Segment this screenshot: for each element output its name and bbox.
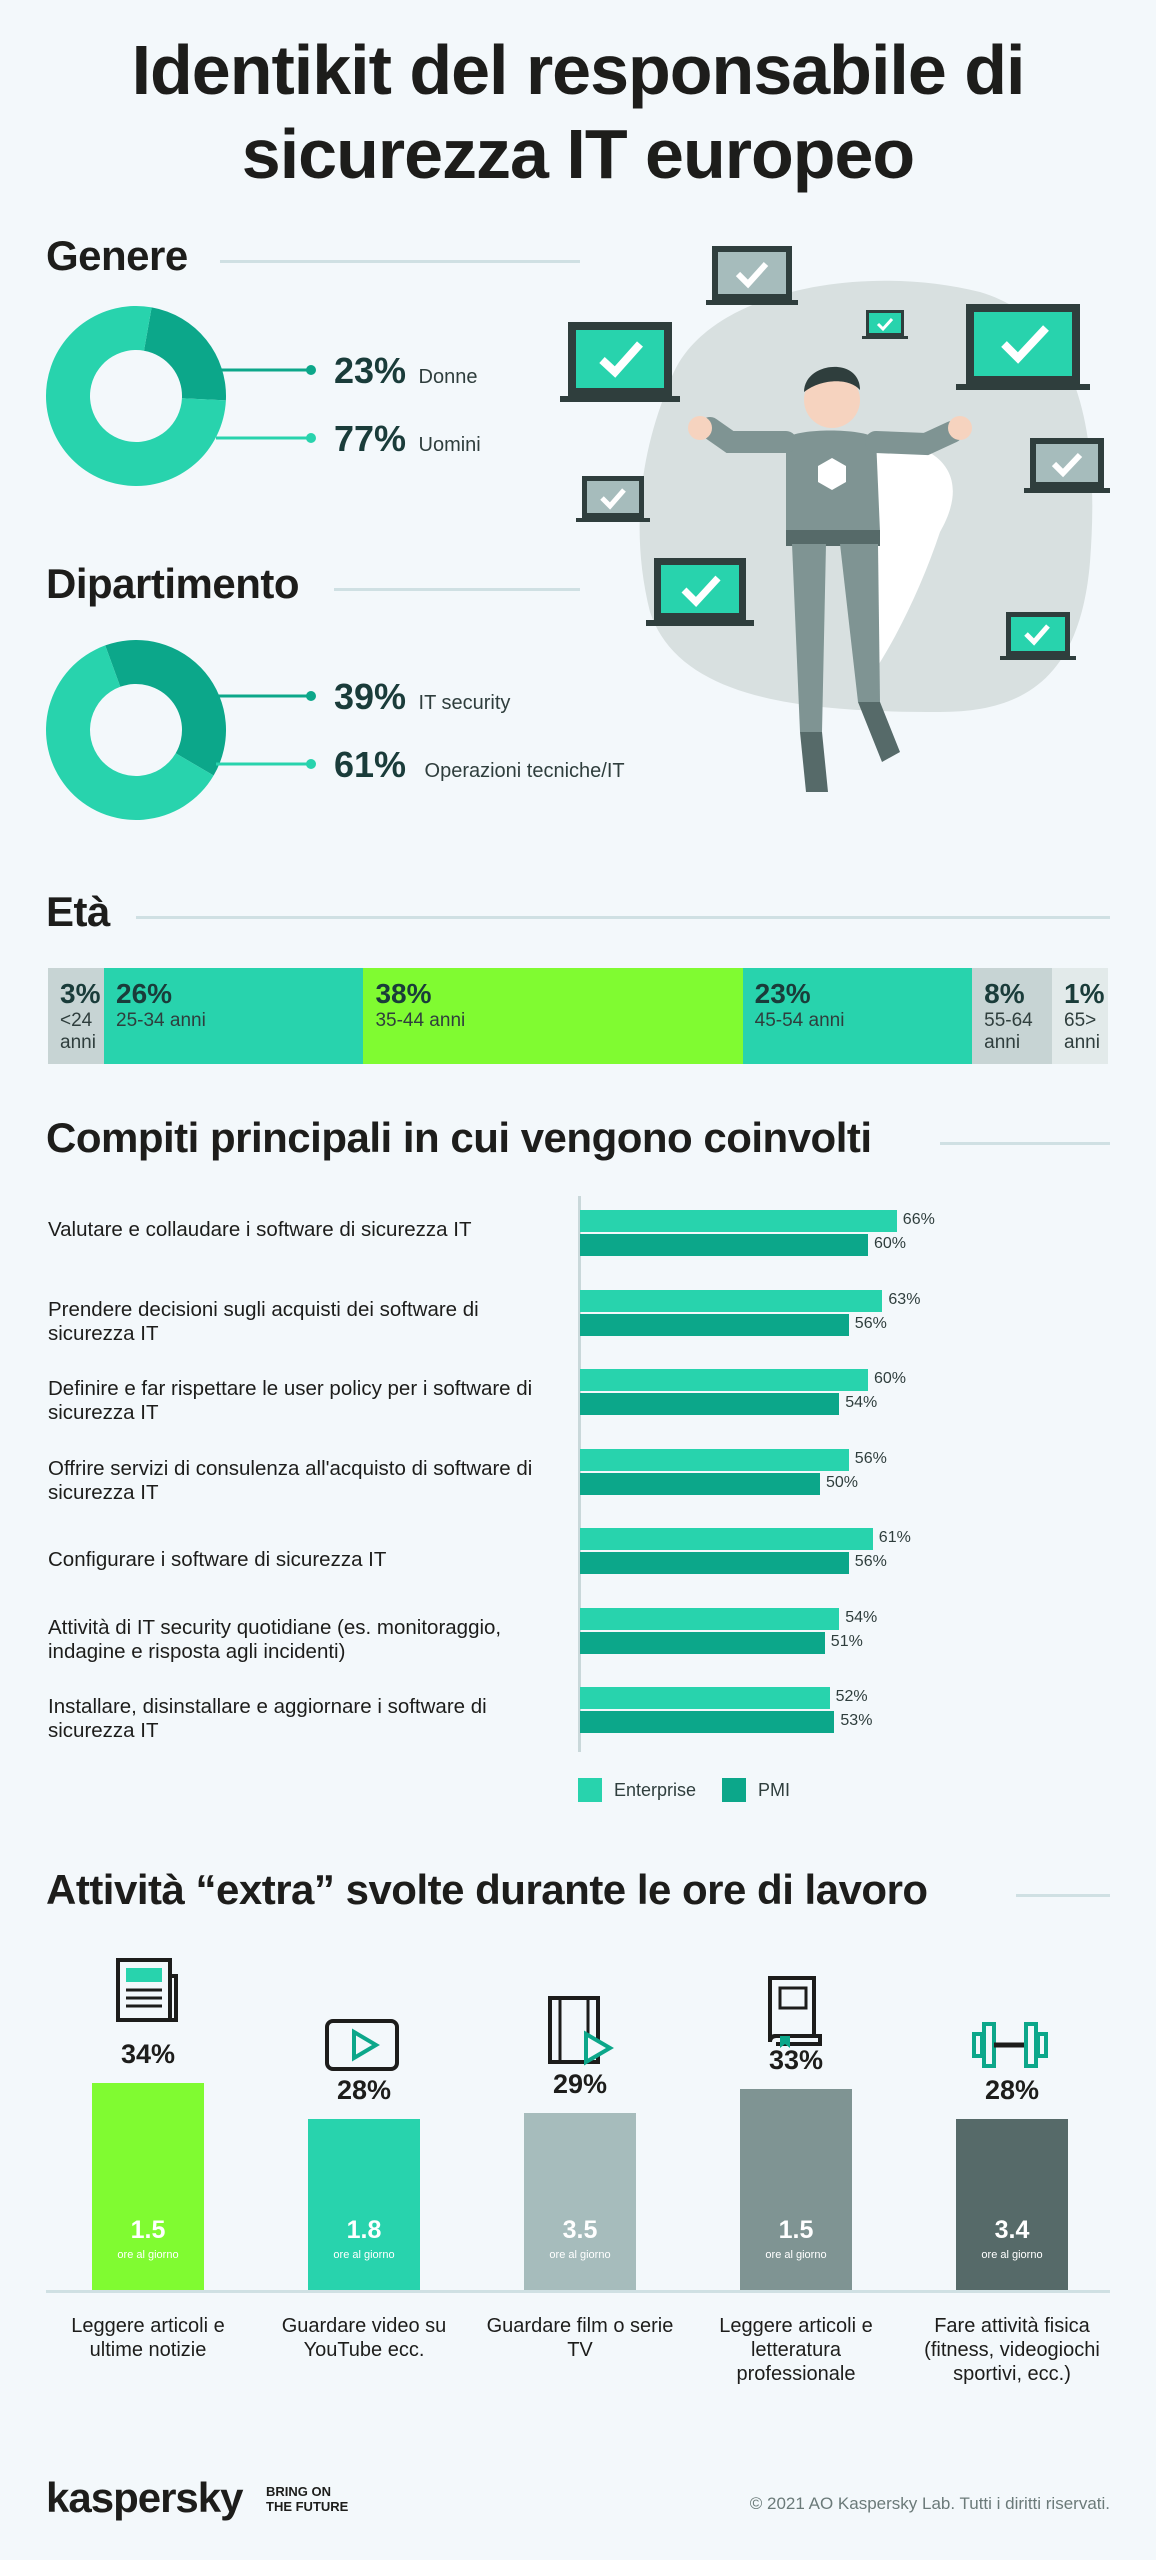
activity-hours [92, 2216, 204, 2261]
activity-pct-label: 33% [768, 2044, 824, 2075]
legend-pmi-label: PMI [758, 1779, 791, 1800]
activity-hours [740, 2216, 852, 2261]
age-segment-label: 45-54 anni [754, 1010, 845, 1031]
activity-hours-unit: ore al giorno [765, 2249, 827, 2261]
task-category-label: Prendere decisioni sugli acquisti dei software di sicurezza IT [48, 1297, 479, 1345]
task-bar-value: 51% [830, 1632, 863, 1650]
age-segment-pct: 23% [754, 978, 811, 1009]
gender-title: Genere [46, 232, 188, 279]
department-item-security [334, 676, 510, 718]
activity-bar [308, 2119, 420, 2290]
age-segment-label: 65> anni [1064, 1010, 1100, 1053]
task-bar-enterprise [580, 1449, 849, 1471]
donut-slice-it-security [105, 640, 226, 776]
age-segment-label: 35-44 anni [375, 1010, 466, 1031]
gender-men-pct: 77% [334, 418, 407, 459]
activity-category-label: Fare attività fisica (fitness, videogiochi sportivi, ecc.) [924, 2315, 1100, 2385]
task-category-label: Attività di IT security quotidiane (es. monitoraggio, indagine e risposta agli incidenti) [48, 1615, 502, 1663]
activities-rule [1016, 1894, 1110, 1897]
department-security-label: IT security [418, 692, 511, 714]
task-bar-enterprise [580, 1369, 868, 1391]
task-category-label: Definire e far rispettare le user policy per i software di sicurezza IT [48, 1377, 533, 1424]
activity-category-label: Guardare film o serie TV [486, 2315, 674, 2361]
age-segment-label: 55-64 anni [984, 1010, 1033, 1053]
age-segment-label: <24 anni [60, 1010, 96, 1053]
age-segment-pct: 3% [60, 978, 101, 1009]
legend-enterprise [578, 1778, 696, 1802]
age-title: Età [46, 888, 110, 935]
activity-hours-unit: ore al giorno [117, 2249, 179, 2261]
activity-pct-label: 28% [336, 2075, 392, 2106]
newspaper-icon [112, 1956, 182, 2026]
activity-bar [956, 2119, 1068, 2290]
task-bar-pmi [580, 1234, 868, 1256]
task-bar-pmi [580, 1314, 849, 1336]
gender-men-label: Uomini [418, 434, 481, 456]
task-category-label: Offrire servizi di consulenza all'acquisto di software di sicurezza IT [48, 1456, 533, 1504]
laptop-icon [576, 476, 650, 522]
activities-baseline [46, 2290, 1110, 2293]
age-segment [48, 968, 104, 1064]
legend-pmi-swatch [722, 1778, 746, 1802]
task-bar-enterprise [580, 1528, 873, 1550]
activity-hours [956, 2216, 1068, 2261]
activity-pct-label: 29% [552, 2069, 608, 2100]
laptop-icon [956, 304, 1090, 390]
age-rule [136, 916, 1110, 919]
task-bar-value: 54% [845, 1608, 878, 1626]
task-bar-enterprise [580, 1687, 830, 1709]
gender-item-women [334, 350, 477, 392]
task-bar-enterprise [580, 1608, 839, 1630]
activity-hours-unit: ore al giorno [549, 2249, 611, 2261]
activity-hours-value: 3.4 [994, 2216, 1030, 2244]
department-donut [46, 640, 226, 820]
legend-pmi [722, 1778, 790, 1802]
activity-hours-value: 1.8 [346, 2216, 382, 2244]
film-icon [546, 1994, 616, 2066]
task-bar-enterprise [580, 1210, 897, 1232]
activity-hours-unit: ore al giorno [981, 2249, 1043, 2261]
age-segment [743, 968, 973, 1064]
superhero-illustration [560, 232, 1120, 842]
department-rule [334, 588, 580, 591]
laptop-icon [706, 246, 798, 305]
title-line-2: sicurezza IT europeo [241, 115, 915, 193]
activity-hours [524, 2216, 636, 2261]
title-line-1: Identikit del responsabile di [131, 31, 1025, 109]
activity-hours-value: 1.5 [130, 2216, 166, 2244]
video-play-icon [324, 2018, 400, 2072]
laptop-icon [646, 558, 754, 626]
age-segment [104, 968, 363, 1064]
tagline-line-1: BRING ON [266, 2484, 331, 2499]
laptop-icon [1000, 612, 1076, 660]
activity-category-label: Leggere articoli e ultime notizie [71, 2315, 225, 2361]
legend-enterprise-swatch [578, 1778, 602, 1802]
department-operations-label: Operazioni tecniche/IT [424, 760, 625, 782]
laptop-icon [862, 310, 908, 339]
age-segment [363, 968, 742, 1064]
activity-pct-label: 28% [984, 2075, 1040, 2106]
activity-hours [308, 2216, 420, 2261]
dumbbell-icon [972, 2020, 1048, 2070]
tagline-line-2: THE FUTURE [266, 2499, 349, 2514]
age-segment [1052, 968, 1108, 1064]
task-bar-pmi [580, 1393, 839, 1415]
task-category-label: Configurare i software di sicurezza IT [48, 1548, 387, 1571]
activities-title: Attività “extra” svolte durante le ore di lavoro [46, 1866, 928, 1913]
task-bar-value: 56% [854, 1553, 887, 1570]
donut-slice-women [144, 307, 226, 400]
task-bar-value: 56% [854, 1449, 887, 1467]
activity-hours-value: 3.5 [562, 2216, 598, 2244]
tasks-title: Compiti principali in cui vengono coinvolti [46, 1114, 872, 1161]
task-bar-value: 56% [854, 1314, 887, 1332]
activity-hours-unit: ore al giorno [333, 2249, 395, 2261]
gender-connectors [216, 360, 316, 450]
activity-bar [524, 2113, 636, 2290]
task-bar-value: 52% [835, 1688, 868, 1705]
laptop-icon [560, 322, 680, 402]
task-bar-value: 61% [878, 1529, 911, 1546]
task-bar-pmi [580, 1552, 849, 1574]
age-segment [972, 968, 1052, 1064]
age-segment-pct: 8% [984, 978, 1025, 1009]
age-segment-pct: 26% [116, 978, 173, 1009]
kaspersky-logo: kaspersky [46, 2474, 243, 2521]
gender-women-label: Donne [418, 366, 478, 388]
task-category-label: Installare, disinstallare e aggiornare i software di sicurezza IT [48, 1695, 487, 1742]
gender-rule [220, 260, 580, 263]
page-title [0, 28, 1156, 196]
task-bar-value: 60% [874, 1370, 907, 1387]
department-title: Dipartimento [46, 560, 300, 607]
department-operations-pct: 61% [334, 744, 407, 785]
book-icon [766, 1972, 824, 2048]
activity-category-label: Leggere articoli e letteratura professionale [719, 2315, 873, 2385]
brand-tagline [266, 2484, 348, 2514]
activity-hours-value: 1.5 [778, 2216, 814, 2244]
laptop-icon [1024, 438, 1110, 493]
task-bar-value: 54% [845, 1394, 878, 1411]
activity-category-label: Guardare video su YouTube ecc. [281, 2315, 447, 2361]
gender-women-pct: 23% [334, 350, 407, 391]
task-bar-pmi [580, 1473, 820, 1495]
task-category-label: Valutare e collaudare i software di sicurezza IT [48, 1218, 472, 1241]
department-connectors [216, 686, 316, 776]
task-bar-pmi [580, 1711, 834, 1733]
department-security-pct: 39% [334, 676, 407, 717]
task-bar-value: 66% [902, 1211, 935, 1228]
activity-pct-label: 34% [120, 2038, 176, 2069]
age-segment-pct: 1% [1064, 978, 1105, 1009]
task-bar-value: 50% [826, 1473, 859, 1491]
task-bar-value: 63% [888, 1290, 921, 1308]
task-bar-pmi [580, 1632, 825, 1654]
gender-item-men [334, 418, 481, 460]
task-bar-enterprise [580, 1290, 882, 1312]
gender-donut [46, 306, 226, 486]
copyright: © 2021 AO Kaspersky Lab. Tutti i diritti riservati. [749, 2494, 1110, 2513]
task-bar-value: 60% [874, 1235, 907, 1252]
age-segment-pct: 38% [375, 978, 432, 1009]
task-bar-value: 53% [840, 1712, 873, 1729]
age-segment-label: 25-34 anni [116, 1010, 206, 1031]
legend-enterprise-label: Enterprise [614, 1779, 697, 1800]
tasks-rule [940, 1142, 1110, 1145]
